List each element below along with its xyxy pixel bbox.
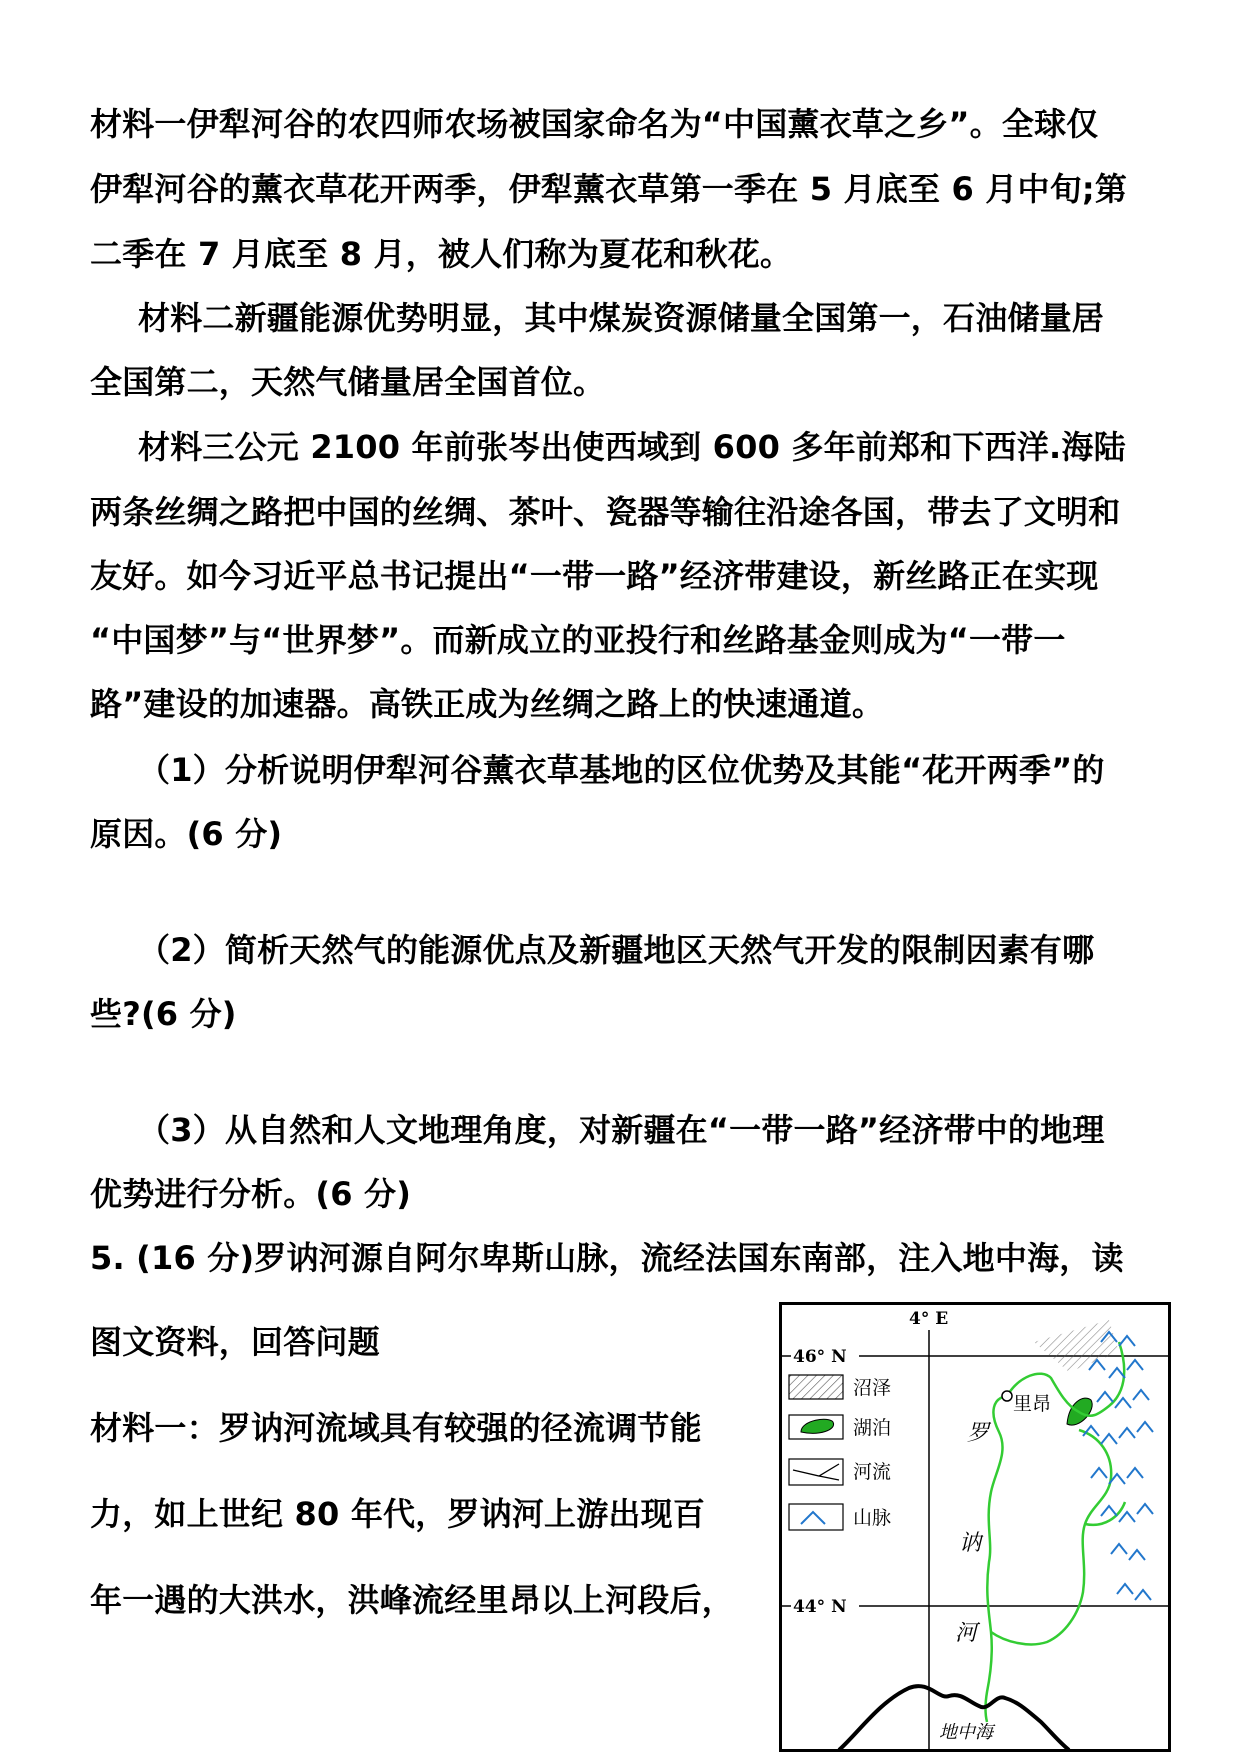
city-lyon: 里昂: [1013, 1393, 1052, 1415]
problem-5: 5. (16 分)罗讷河源自阿尔卑斯山脉，流经法国东南部，注入地中海，读: [90, 1239, 1124, 1277]
legend-swamp: 沼泽: [853, 1377, 892, 1399]
question-3: （3）从自然和人文地理角度，对新疆在“一带一路”经济带中的地理: [138, 1111, 1105, 1149]
river-label-1: 罗: [967, 1421, 990, 1446]
latitude-bottom-label: 44° N: [793, 1597, 847, 1617]
question-2-cont: 些?(6 分): [90, 995, 237, 1033]
text-line: 伊犁河谷的薰衣草花开两季，伊犁薰衣草第一季在 5 月底至 6 月中旬;第: [90, 170, 1128, 208]
material-1: 材料一：罗讷河流域具有较强的径流调节能: [90, 1409, 702, 1447]
sea-label: 地中海: [939, 1722, 993, 1743]
text-line: 两条丝绸之路把中国的丝绸、茶叶、瓷器等输往沿途各国，带去了文明和: [90, 493, 1121, 531]
lyon-city-icon: [1002, 1391, 1012, 1401]
text-line: 友好。如今习近平总书记提出“一带一路”经济带建设，新丝路正在实现: [90, 557, 1099, 595]
question-1: （1）分析说明伊犁河谷薰衣草基地的区位优势及其能“花开两季”的: [138, 751, 1105, 789]
question-1-cont: 原因。(6 分): [90, 815, 283, 853]
text-line: 二季在 7 月底至 8 月，被人们称为夏花和秋花。: [90, 235, 793, 273]
river-label-3: 河: [955, 1621, 978, 1646]
question-3-cont: 优势进行分析。(6 分): [90, 1175, 412, 1213]
text-line: “中国梦”与“世界梦”。而新成立的亚投行和丝路基金则成为“一带一: [90, 621, 1066, 659]
text-line: 材料二新疆能源优势明显，其中煤炭资源储量全国第一，石油储量居: [138, 299, 1105, 337]
text-line: 全国第二，天然气储量居全国首位。: [90, 363, 606, 401]
rhone-map: [779, 1302, 1171, 1752]
text-line: 材料一伊犁河谷的农四师农场被国家命名为“中国薰衣草之乡”。全球仅: [90, 105, 1099, 143]
question-2: （2）简析天然气的能源优点及新疆地区天然气开发的限制因素有哪: [138, 931, 1095, 969]
swamp-legend-icon: [789, 1375, 843, 1399]
legend-mountain: 山脉: [853, 1507, 892, 1529]
material-1-cont: 年一遇的大洪水，洪峰流经里昂以上河段后，: [90, 1581, 735, 1619]
river-label-2: 讷: [959, 1531, 982, 1556]
legend-lake: 湖泊: [853, 1417, 892, 1439]
longitude-label: 4° E: [909, 1309, 949, 1329]
material-1-cont: 力，如上世纪 80 年代，罗讷河上游出现百: [90, 1495, 706, 1533]
problem-5-cont: 图文资料，回答问题: [90, 1323, 380, 1361]
text-line: 材料三公元 2100 年前张岑出使西域到 600 多年前郑和下西洋.海陆: [138, 428, 1126, 466]
legend-river: 河流: [853, 1461, 892, 1483]
text-line: 路”建设的加速器。高铁正成为丝绸之路上的快速通道。: [90, 685, 885, 723]
latitude-top-label: 46° N: [793, 1347, 847, 1367]
